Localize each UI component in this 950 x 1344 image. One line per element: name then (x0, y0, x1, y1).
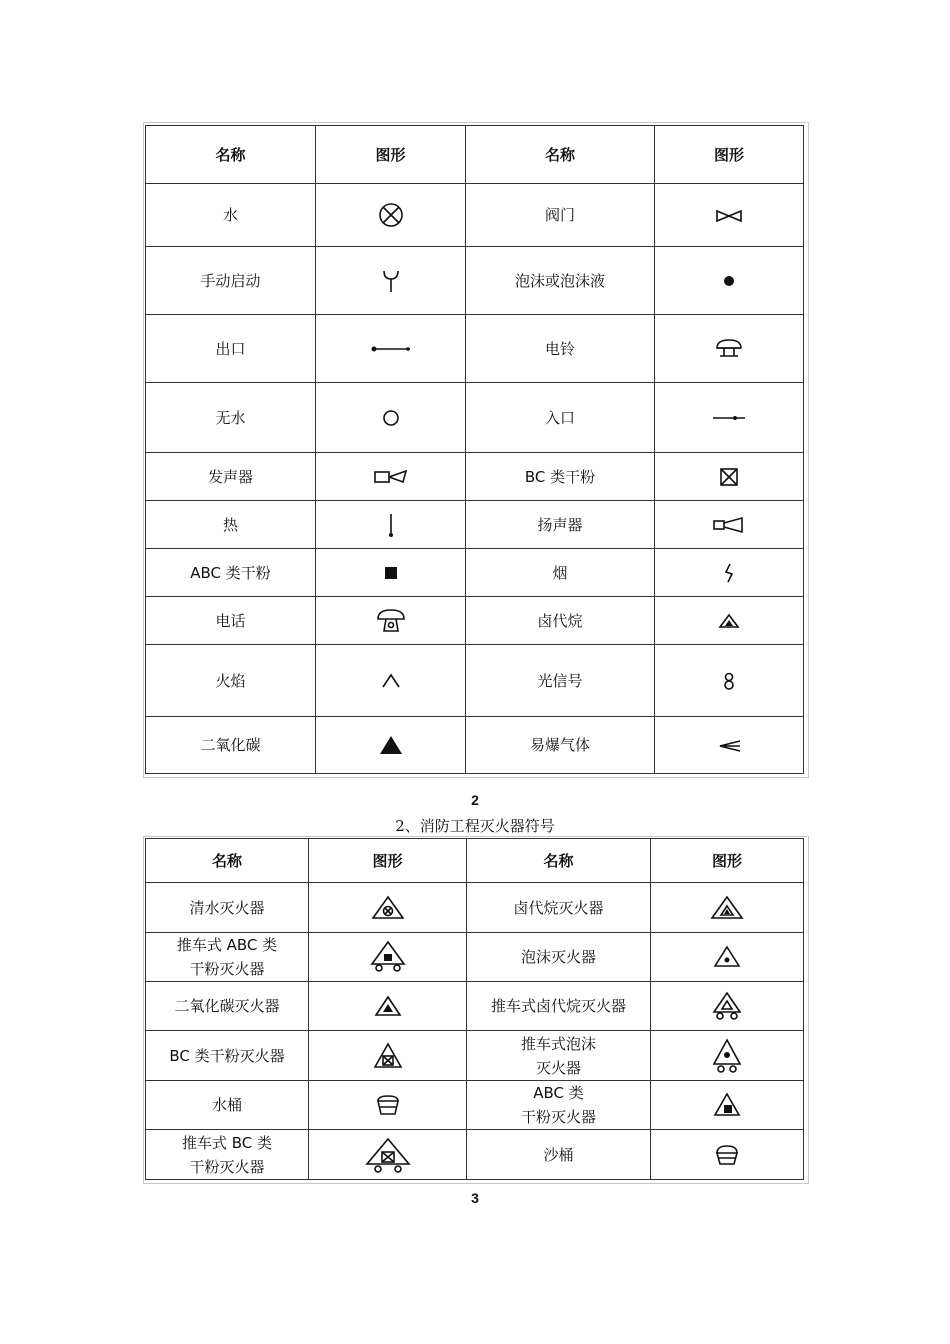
symbol-name: 电话 (146, 597, 316, 645)
table-row (146, 933, 804, 982)
page-number: 2 (471, 792, 479, 808)
foam-extinguisher-icon (713, 948, 741, 966)
sand-bucket-icon (714, 1145, 740, 1163)
symbol-name: BC 类干粉灭火器 (146, 1031, 309, 1081)
co2-extinguisher-icon (374, 997, 402, 1015)
symbol-cell (316, 184, 466, 247)
table-row (146, 982, 804, 1031)
symbol-cell (655, 383, 804, 453)
telephone-icon (376, 611, 406, 629)
symbol-cell (651, 883, 804, 933)
symbol-name: ABC 类 干粉灭火器 (467, 1081, 651, 1130)
empty-circle-icon (381, 408, 401, 426)
symbol-name: 无水 (146, 383, 316, 453)
symbol-name: 易爆气体 (466, 717, 655, 774)
symbol-cell (651, 933, 804, 982)
symbol-cell (316, 549, 466, 597)
page-number: 3 (471, 1190, 479, 1206)
table-row (146, 1130, 804, 1180)
symbol-cell (309, 1081, 467, 1130)
bc-extinguisher-icon (373, 1046, 403, 1064)
section-title: 2、消防工程灭火器符号 (395, 817, 555, 835)
symbol-cell (309, 933, 467, 982)
symbol-cell (651, 1130, 804, 1180)
table-row (146, 315, 804, 383)
symbol-cell (316, 717, 466, 774)
table-row (146, 717, 804, 774)
symbol-cell (316, 247, 466, 315)
symbol-cell (651, 1081, 804, 1130)
symbol-name: 推车式 ABC 类 干粉灭火器 (146, 933, 309, 982)
symbol-cell (309, 982, 467, 1031)
symbol-name: 泡沫或泡沫液 (466, 247, 655, 315)
symbol-cell (655, 597, 804, 645)
symbol-name: 水 (146, 184, 316, 247)
table-row (146, 597, 804, 645)
line-dot-left-icon (369, 340, 413, 358)
symbol-cell (309, 1130, 467, 1180)
table-row (146, 453, 804, 501)
wheeled-foam-extinguisher-icon (712, 1046, 742, 1064)
bowtie-valve-icon (714, 206, 744, 224)
speaker-icon (712, 515, 746, 533)
symbol-cell (651, 1031, 804, 1081)
wheeled-abc-extinguisher-icon (370, 948, 406, 966)
col-header-name: 名称 (466, 126, 655, 184)
wheeled-bc-extinguisher-icon (365, 1145, 411, 1163)
table-row (146, 184, 804, 247)
table-row (146, 1081, 804, 1130)
symbol-cell (655, 247, 804, 315)
symbol-name: 发声器 (146, 453, 316, 501)
halon-triangle-icon (718, 612, 740, 630)
symbol-cell (316, 645, 466, 717)
symbol-cell (316, 315, 466, 383)
symbol-name: 推车式 BC 类 干粉灭火器 (146, 1130, 309, 1180)
symbol-name: 烟 (466, 549, 655, 597)
symbol-name: ABC 类干粉 (146, 549, 316, 597)
table-row (146, 883, 804, 933)
symbol-name: 手动启动 (146, 247, 316, 315)
symbol-name: 二氧化碳灭火器 (146, 982, 309, 1031)
symbol-cell (316, 597, 466, 645)
line-dot-right-icon (711, 409, 747, 427)
table-row (146, 645, 804, 717)
symbol-cell (655, 717, 804, 774)
symbol-cell (316, 453, 466, 501)
symbol-cell (655, 645, 804, 717)
symbol-cell (655, 501, 804, 549)
col-header-name: 名称 (467, 839, 651, 883)
table-row (146, 383, 804, 453)
symbol-name: 电铃 (466, 315, 655, 383)
symbol-name: 推车式卤代烷灭火器 (467, 982, 651, 1031)
symbol-name: 热 (146, 501, 316, 549)
symbol-name: 入口 (466, 383, 655, 453)
sounder-icon (373, 467, 409, 485)
symbol-name: 泡沫灭火器 (467, 933, 651, 982)
symbol-cell (655, 315, 804, 383)
square-x-icon (718, 467, 740, 485)
extinguisher-symbol-table (145, 838, 804, 1180)
symbol-name: 卤代烷灭火器 (467, 883, 651, 933)
table-row (146, 549, 804, 597)
symbol-name: BC 类干粉 (466, 453, 655, 501)
col-header-name: 名称 (146, 126, 316, 184)
col-header-symbol: 图形 (651, 839, 804, 883)
symbol-name: 卤代烷 (466, 597, 655, 645)
y-fork-icon (381, 271, 401, 289)
smoke-icon (722, 563, 736, 581)
filled-square-icon (382, 563, 400, 581)
water-bucket-icon (375, 1096, 401, 1114)
flame-chevron-icon (380, 671, 402, 689)
explosive-gas-icon (716, 736, 742, 754)
symbol-name: 扬声器 (466, 501, 655, 549)
table-row (146, 501, 804, 549)
wheeled-halon-extinguisher-icon (712, 997, 742, 1015)
symbol-name: 火焰 (146, 645, 316, 717)
col-header-name: 名称 (146, 839, 309, 883)
symbol-name: 阀门 (466, 184, 655, 247)
symbol-cell (655, 184, 804, 247)
col-header-symbol: 图形 (309, 839, 467, 883)
filled-triangle-icon (378, 736, 404, 754)
table-row (146, 247, 804, 315)
halon-extinguisher-icon (710, 898, 744, 916)
symbol-cell (655, 549, 804, 597)
table-row (146, 1031, 804, 1081)
symbol-name: 出口 (146, 315, 316, 383)
symbol-cell (316, 383, 466, 453)
filled-dot-icon (721, 272, 737, 290)
symbol-name: 二氧化碳 (146, 717, 316, 774)
abc-extinguisher-icon (713, 1096, 741, 1114)
symbol-name: 沙桶 (467, 1130, 651, 1180)
symbol-name: 推车式泡沫 灭火器 (467, 1031, 651, 1081)
symbol-name: 清水灭火器 (146, 883, 309, 933)
alarm-symbol-table (145, 125, 804, 774)
light-signal-icon (722, 671, 736, 689)
symbol-cell (316, 501, 466, 549)
symbol-cell (309, 883, 467, 933)
col-header-symbol: 图形 (655, 126, 804, 184)
circle-x-icon (377, 206, 405, 224)
symbol-name: 光信号 (466, 645, 655, 717)
symbol-cell (309, 1031, 467, 1081)
col-header-symbol: 图形 (316, 126, 466, 184)
thermometer-icon (386, 515, 396, 533)
symbol-name: 水桶 (146, 1081, 309, 1130)
water-extinguisher-icon (371, 898, 405, 916)
symbol-cell (651, 982, 804, 1031)
symbol-cell (655, 453, 804, 501)
bell-icon (714, 339, 744, 357)
